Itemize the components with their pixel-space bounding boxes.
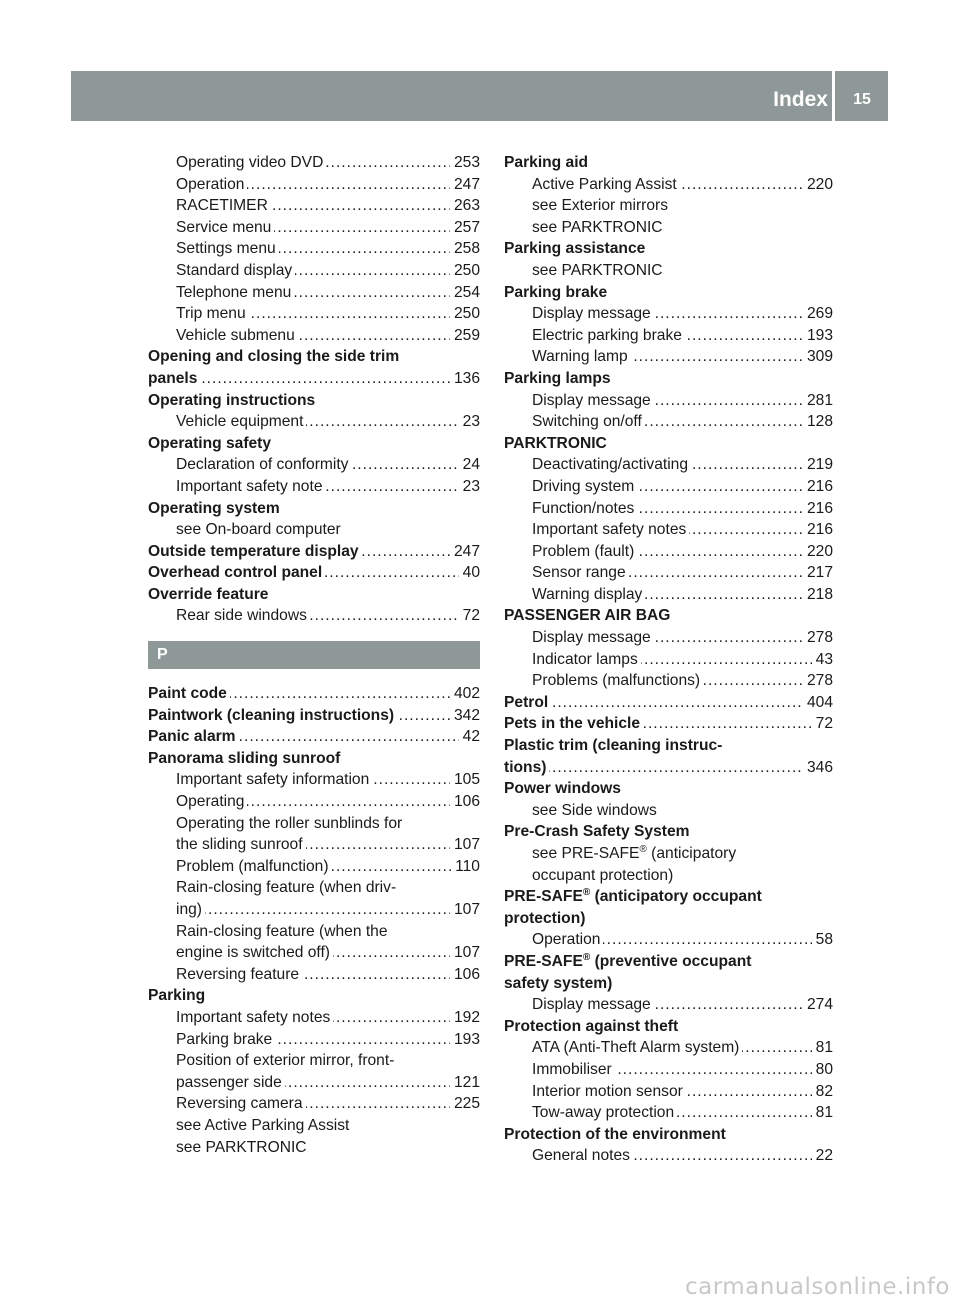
page-reference[interactable]: 225 [450, 1093, 480, 1115]
page-reference[interactable]: 107 [450, 899, 480, 921]
index-subentry[interactable] [504, 541, 833, 563]
page-reference[interactable]: 219 [803, 454, 833, 476]
page-reference[interactable]: 250 [450, 260, 480, 282]
entry-text: Plastic trim (cleaning instruc- [504, 737, 723, 755]
index-subentry[interactable] [504, 1081, 833, 1103]
entry-text: Operation [176, 175, 245, 193]
page-reference[interactable]: 218 [803, 584, 833, 606]
index-subentry[interactable] [504, 1102, 833, 1124]
entry-text: see PARKTRONIC [532, 218, 663, 236]
index-subentry[interactable] [504, 627, 833, 649]
page-reference[interactable]: 106 [450, 791, 480, 813]
page-reference[interactable]: 309 [803, 346, 833, 368]
index-subentry [504, 800, 833, 822]
entry-text: tions) [504, 758, 547, 776]
index-entry[interactable] [148, 726, 480, 748]
page-reference[interactable]: 278 [803, 627, 833, 649]
index-subentry[interactable] [148, 791, 480, 813]
entry-text: Warning lamp [532, 348, 628, 366]
entry-text: Operating the roller sunblinds for [176, 814, 403, 832]
entry-text: Pre-Crash Safety System [504, 823, 690, 841]
entry-text: Reversing camera [176, 1095, 303, 1113]
page-reference[interactable]: 81 [812, 1102, 833, 1124]
entry-text: Function/notes [532, 499, 635, 517]
page-reference[interactable]: 274 [803, 994, 833, 1016]
entry-text: see Exterior mirrors [532, 197, 669, 215]
entry-text: Problem (fault) [532, 542, 635, 560]
index-subentry[interactable] [148, 1007, 480, 1029]
entry-text: Warning display [532, 585, 643, 603]
index-subentry [504, 865, 833, 887]
entry-text: Tow-away protection [532, 1104, 675, 1122]
entry-text: Important safety note [176, 477, 323, 495]
index-subentry [148, 519, 480, 541]
index-subentry [504, 195, 833, 217]
page-reference[interactable]: 107 [450, 942, 480, 964]
page-reference[interactable]: 250 [450, 303, 480, 325]
index-subentry[interactable] [504, 994, 833, 1016]
entry-text: Rain-closing feature (when driv- [176, 879, 397, 897]
entry-text: Operating [176, 793, 245, 811]
entry-text: Standard display [176, 261, 293, 279]
index-subentry[interactable] [504, 498, 833, 520]
entry-text: Panorama sliding sunroof [148, 749, 341, 767]
entry-text: Parking brake [504, 283, 608, 301]
index-entry[interactable] [148, 683, 480, 705]
entry-text: RACETIMER [176, 197, 268, 215]
entry-text: protection) [504, 909, 586, 927]
page-reference[interactable]: 22 [812, 1145, 833, 1167]
entry-text: Override feature [148, 585, 269, 603]
index-entry [148, 433, 480, 455]
entry-text: see PRE-SAFE [532, 845, 640, 862]
page-reference[interactable]: 136 [450, 368, 480, 390]
page-reference[interactable]: 247 [450, 541, 480, 563]
index-subentry [148, 877, 480, 899]
index-entry [504, 886, 833, 908]
index-subentry[interactable] [148, 217, 480, 239]
page-reference[interactable]: 105 [450, 769, 480, 791]
index-subentry[interactable] [148, 411, 480, 433]
index-subentry[interactable] [504, 390, 833, 412]
index-entry [504, 735, 833, 757]
index-subentry[interactable] [148, 769, 480, 791]
entry-text: Parking assistance [504, 240, 646, 258]
page-reference[interactable]: 193 [803, 325, 833, 347]
page-reference[interactable]: 72 [812, 713, 833, 735]
entry-text: Active Parking Assist [532, 175, 677, 193]
index-entry[interactable] [148, 705, 480, 727]
entry-text: Electric parking brake [532, 326, 682, 344]
registered-mark: ® [582, 951, 591, 963]
index-subentry[interactable] [504, 476, 833, 498]
page-reference[interactable]: 128 [803, 411, 833, 433]
entry-text: Paint code [148, 685, 227, 703]
entry-text: Sensor range [532, 564, 626, 582]
index-subentry [504, 843, 833, 865]
index-subentry[interactable] [148, 238, 480, 260]
page-reference[interactable]: 253 [450, 152, 480, 174]
entry-text: see PARKTRONIC [532, 261, 663, 279]
index-subentry[interactable] [504, 929, 833, 951]
entry-text: General notes [532, 1147, 630, 1165]
index-column-left [148, 152, 480, 1158]
entry-text: Parking lamps [504, 369, 611, 387]
entry-text: Petrol [504, 693, 549, 711]
entry-text: Pets in the vehicle [504, 715, 641, 733]
index-subentry [148, 1050, 480, 1072]
index-subentry[interactable] [148, 964, 480, 986]
entry-text-continued: (anticipatory [646, 845, 737, 862]
entry-text: Rear side windows [176, 607, 307, 625]
entry-text: Outside temperature display [148, 542, 359, 560]
page-reference[interactable]: 217 [803, 562, 833, 584]
entry-text: Panic alarm [148, 728, 236, 746]
index-subentry[interactable] [504, 1037, 833, 1059]
entry-text: Problems (malfunctions) [532, 672, 701, 690]
page-reference[interactable]: 110 [451, 856, 480, 878]
page-reference[interactable]: 193 [450, 1029, 480, 1051]
index-subentry[interactable] [504, 584, 833, 606]
entry-text: Driving system [532, 477, 635, 495]
entry-text: Operating safety [148, 434, 272, 452]
page-reference[interactable]: 216 [803, 476, 833, 498]
index-entry [148, 390, 480, 412]
entry-text: Important safety notes [532, 521, 687, 539]
page-reference[interactable]: 402 [450, 683, 480, 705]
index-subentry [148, 1115, 480, 1137]
index-subentry[interactable] [148, 605, 480, 627]
entry-text: Display message [532, 391, 651, 409]
index-column-right [504, 152, 833, 1167]
entry-text: see On-board computer [176, 521, 341, 539]
index-subentry[interactable] [148, 152, 480, 174]
index-entry [504, 973, 833, 995]
index-subentry[interactable] [148, 834, 480, 856]
index-subentry[interactable] [504, 670, 833, 692]
index-subentry[interactable] [504, 174, 833, 196]
page-reference[interactable]: 254 [450, 282, 480, 304]
index-subentry[interactable] [504, 325, 833, 347]
index-entry [504, 282, 833, 304]
index-subentry[interactable] [148, 1029, 480, 1051]
entry-text: see Active Parking Assist [176, 1116, 350, 1134]
entry-text: Power windows [504, 780, 621, 798]
page-number: 15 [853, 91, 871, 108]
entry-text: Operation [532, 931, 601, 949]
index-subentry[interactable] [148, 856, 480, 878]
entry-text: Indicator lamps [532, 650, 638, 668]
index-entry[interactable] [148, 368, 480, 390]
page-reference[interactable]: 263 [450, 195, 480, 217]
entry-text: Switching on/off [532, 413, 642, 431]
index-subentry[interactable] [148, 942, 480, 964]
entry-text: Parking [148, 987, 206, 1005]
index-entry[interactable] [504, 713, 833, 735]
index-entry [148, 498, 480, 520]
page-reference[interactable]: 81 [812, 1037, 833, 1059]
index-entry [504, 368, 833, 390]
entry-text: Deactivating/activating [532, 456, 689, 474]
registered-mark: ® [639, 843, 647, 855]
entry-text: Important safety notes [176, 1008, 331, 1026]
entry-text: Declaration of conformity [176, 456, 349, 474]
entry-text: Immobiliser [532, 1060, 612, 1078]
header-divider [832, 71, 835, 121]
index-entry [504, 821, 833, 843]
page-reference[interactable]: 269 [803, 303, 833, 325]
registered-mark: ® [582, 887, 591, 898]
entry-text-continued: (anticipatory occupant [590, 888, 762, 906]
index-subentry[interactable] [148, 325, 480, 347]
index-entry[interactable] [148, 541, 480, 563]
index-subentry [504, 217, 833, 239]
entry-text: Telephone menu [176, 283, 292, 301]
page-reference[interactable]: 107 [450, 834, 480, 856]
watermark: carmanualsonline.info [684, 1274, 950, 1300]
index-subentry[interactable] [504, 303, 833, 325]
page-reference[interactable]: 58 [812, 929, 833, 951]
entry-text: panels [148, 369, 198, 387]
index-subentry[interactable] [148, 1093, 480, 1115]
index-subentry[interactable] [148, 260, 480, 282]
index-subentry[interactable] [504, 649, 833, 671]
page-reference[interactable]: 247 [450, 174, 480, 196]
page-reference[interactable]: 216 [803, 519, 833, 541]
page-reference[interactable]: 258 [450, 238, 480, 260]
entry-text: Settings menu [176, 240, 276, 258]
page-reference[interactable]: 281 [803, 390, 833, 412]
entry-text: Parking brake [176, 1030, 273, 1048]
page-reference[interactable]: 257 [450, 217, 480, 239]
index-subentry[interactable] [504, 1145, 833, 1167]
index-subentry[interactable] [148, 1072, 480, 1094]
index-entry[interactable] [504, 757, 833, 779]
index-subentry [148, 921, 480, 943]
entry-text: PASSENGER AIR BAG [504, 607, 671, 625]
entry-text: Display message [532, 305, 651, 323]
entry-text: occupant protection) [532, 866, 674, 884]
entry-text: passenger side [176, 1073, 282, 1091]
index-entry [148, 346, 480, 368]
index-entry [504, 152, 833, 174]
index-entry [148, 584, 480, 606]
entry-text: engine is switched off) [176, 944, 331, 962]
index-subentry[interactable] [148, 195, 480, 217]
page-reference[interactable]: 342 [450, 705, 480, 727]
index-subentry[interactable] [504, 411, 833, 433]
index-subentry[interactable] [148, 282, 480, 304]
entry-text: Display message [532, 996, 651, 1014]
page-reference[interactable]: 259 [450, 325, 480, 347]
entry-text: PRE-SAFE [504, 952, 583, 970]
entry-text: Important safety information [176, 771, 370, 789]
page-reference[interactable]: 121 [450, 1072, 480, 1094]
section-letter-header: P [148, 641, 480, 669]
entry-text: Position of exterior mirror, front- [176, 1052, 395, 1070]
entry-text: Operating instructions [148, 391, 316, 409]
index-entry [148, 985, 480, 1007]
page-reference[interactable]: 220 [803, 174, 833, 196]
index-entry[interactable] [148, 562, 480, 584]
page-reference[interactable]: 24 [459, 454, 480, 476]
index-subentry [148, 1137, 480, 1159]
page-reference[interactable]: 404 [803, 692, 833, 714]
index-subentry[interactable] [148, 899, 480, 921]
entry-text: the sliding sunroof [176, 836, 303, 854]
index-subentry[interactable] [148, 174, 480, 196]
entry-text: Vehicle equipment [176, 413, 304, 431]
entry-text: safety system) [504, 974, 613, 992]
page-reference[interactable]: 346 [803, 757, 833, 779]
index-entry[interactable] [504, 692, 833, 714]
page-reference[interactable]: 216 [803, 498, 833, 520]
index-subentry [148, 813, 480, 835]
entry-text: Overhead control panel [148, 564, 323, 582]
entry-text: Operating video DVD [176, 154, 324, 171]
entry-text: Service menu [176, 218, 272, 236]
index-subentry[interactable] [148, 476, 480, 498]
index-entry [504, 433, 833, 455]
index-entry [148, 748, 480, 770]
index-entry [504, 778, 833, 800]
index-subentry[interactable] [504, 1059, 833, 1081]
entry-text: Vehicle submenu [176, 326, 295, 344]
entry-text: ing) [176, 901, 203, 918]
page-reference[interactable]: 106 [450, 964, 480, 986]
entry-text: Protection of the environment [504, 1125, 726, 1143]
page-reference[interactable]: 220 [803, 541, 833, 563]
page-reference[interactable]: 40 [459, 562, 480, 584]
index-entry [504, 951, 833, 973]
entry-text: Reversing feature [176, 965, 300, 983]
index-subentry[interactable] [148, 454, 480, 476]
page-reference[interactable]: 42 [459, 726, 480, 748]
index-subentry[interactable] [504, 562, 833, 584]
entry-text: Rain-closing feature (when the [176, 922, 388, 940]
page-reference[interactable]: 82 [812, 1081, 833, 1103]
page-reference[interactable]: 80 [812, 1059, 833, 1081]
index-subentry[interactable] [504, 346, 833, 368]
entry-text: Display message [532, 629, 651, 647]
page-reference[interactable]: 43 [812, 649, 833, 671]
section-title: Index [773, 88, 828, 111]
entry-text: Trip menu [176, 305, 246, 323]
entry-text: Operating system [148, 499, 280, 517]
index-subentry[interactable] [504, 519, 833, 541]
page-reference[interactable]: 23 [459, 411, 480, 433]
index-entry [504, 238, 833, 260]
index-entry [504, 908, 833, 930]
entry-text: Paintwork (cleaning instructions) [148, 706, 395, 724]
entry-text: Opening and closing the side trim [148, 348, 400, 366]
entry-text: see PARKTRONIC [176, 1138, 307, 1156]
index-entry [504, 1016, 833, 1038]
page-reference[interactable]: 192 [450, 1007, 480, 1029]
entry-text: Interior motion sensor [532, 1082, 683, 1100]
entry-text-continued: (preventive occupant [590, 952, 752, 970]
index-subentry[interactable] [148, 303, 480, 325]
index-entry [504, 605, 833, 627]
index-subentry [504, 260, 833, 282]
entry-text: see Side windows [532, 801, 657, 819]
entry-text: Problem (malfunction) [176, 857, 329, 875]
index-entry [504, 1124, 833, 1146]
entry-text: Parking aid [504, 154, 589, 171]
entry-text: PRE-SAFE [504, 888, 583, 906]
page-reference[interactable]: 278 [803, 670, 833, 692]
entry-text: PARKTRONIC [504, 434, 607, 452]
index-subentry[interactable] [504, 454, 833, 476]
entry-text: ATA (Anti-Theft Alarm system) [532, 1039, 740, 1057]
page-reference[interactable]: 72 [459, 605, 480, 627]
page-reference[interactable]: 23 [459, 476, 480, 498]
entry-text: Protection against theft [504, 1017, 679, 1035]
